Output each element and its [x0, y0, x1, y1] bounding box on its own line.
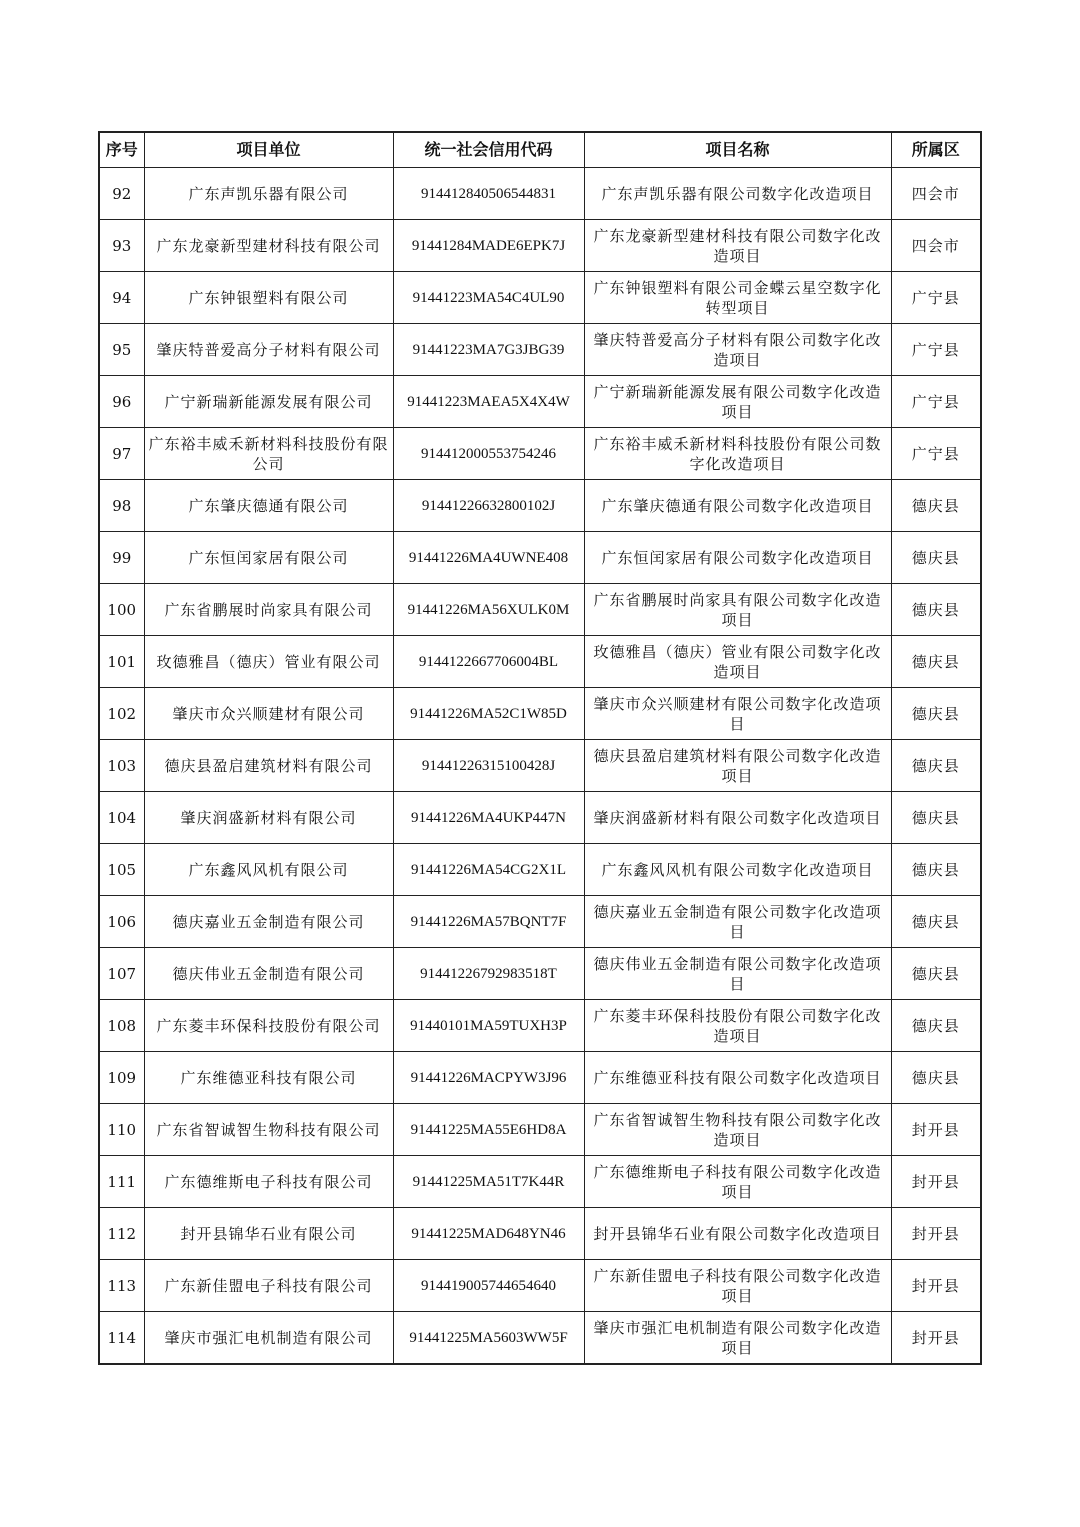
row-project-name: 广东维德亚科技有限公司数字化改造项目 — [584, 1052, 891, 1104]
row-project-name: 肇庆市众兴顺建材有限公司数字化改造项目 — [584, 688, 891, 740]
row-project-unit: 广东鑫风风机有限公司 — [144, 844, 393, 896]
table-row — [99, 896, 981, 948]
row-project-unit: 肇庆市众兴顺建材有限公司 — [144, 688, 393, 740]
row-serial-no: 110 — [99, 1104, 144, 1156]
row-project-name: 广东声凯乐器有限公司数字化改造项目 — [584, 168, 891, 220]
row-district: 广宁县 — [891, 324, 981, 376]
table-row — [99, 1104, 981, 1156]
table-row — [99, 792, 981, 844]
row-district: 封开县 — [891, 1104, 981, 1156]
table-row — [99, 688, 981, 740]
table-row — [99, 272, 981, 324]
table-row — [99, 376, 981, 428]
row-project-unit: 广东省智诚智生物科技有限公司 — [144, 1104, 393, 1156]
row-credit-code: 9144122667706004BL — [393, 636, 584, 688]
row-project-unit: 广东维德亚科技有限公司 — [144, 1052, 393, 1104]
row-project-unit: 广东德维斯电子科技有限公司 — [144, 1156, 393, 1208]
row-project-unit: 德庆嘉业五金制造有限公司 — [144, 896, 393, 948]
row-credit-code: 91441226792983518T — [393, 948, 584, 1000]
row-project-unit: 德庆伟业五金制造有限公司 — [144, 948, 393, 1000]
row-project-unit: 广东菱丰环保科技股份有限公司 — [144, 1000, 393, 1052]
row-project-name: 广东恒闰家居有限公司数字化改造项目 — [584, 532, 891, 584]
row-project-unit: 广东龙豪新型建材科技有限公司 — [144, 220, 393, 272]
table-row — [99, 168, 981, 220]
row-project-name: 肇庆特普爱高分子材料有限公司数字化改造项目 — [584, 324, 891, 376]
header-credit-code: 统一社会信用代码 — [393, 132, 584, 168]
row-credit-code: 91441226632800102J — [393, 480, 584, 532]
row-credit-code: 91441225MA5603WW5F — [393, 1312, 584, 1365]
row-project-unit: 封开县锦华石业有限公司 — [144, 1208, 393, 1260]
row-district: 德庆县 — [891, 688, 981, 740]
row-credit-code: 91441223MA7G3JBG39 — [393, 324, 584, 376]
row-district: 德庆县 — [891, 636, 981, 688]
row-district: 德庆县 — [891, 948, 981, 1000]
row-project-unit: 广东省鹏展时尚家具有限公司 — [144, 584, 393, 636]
row-credit-code: 91441225MA51T7K44R — [393, 1156, 584, 1208]
row-project-unit: 广东钟银塑料有限公司 — [144, 272, 393, 324]
table-row — [99, 220, 981, 272]
table-body — [99, 168, 981, 1365]
row-district: 德庆县 — [891, 896, 981, 948]
row-project-name: 封开县锦华石业有限公司数字化改造项目 — [584, 1208, 891, 1260]
row-serial-no: 97 — [99, 428, 144, 480]
row-district: 德庆县 — [891, 1052, 981, 1104]
row-serial-no: 104 — [99, 792, 144, 844]
row-district: 广宁县 — [891, 428, 981, 480]
row-credit-code: 91441226MA4UWNE408 — [393, 532, 584, 584]
header-project-name: 项目名称 — [584, 132, 891, 168]
row-project-name: 广东裕丰威禾新材料科技股份有限公司数字化改造项目 — [584, 428, 891, 480]
row-project-unit: 广东新佳盟电子科技有限公司 — [144, 1260, 393, 1312]
header-project-unit: 项目单位 — [144, 132, 393, 168]
row-serial-no: 93 — [99, 220, 144, 272]
table-row — [99, 1000, 981, 1052]
row-district: 德庆县 — [891, 792, 981, 844]
row-project-name: 玫德雅昌（德庆）管业有限公司数字化改造项目 — [584, 636, 891, 688]
row-project-name: 广东省智诚智生物科技有限公司数字化改造项目 — [584, 1104, 891, 1156]
row-credit-code: 91441226MA52C1W85D — [393, 688, 584, 740]
row-district: 四会市 — [891, 220, 981, 272]
row-district: 四会市 — [891, 168, 981, 220]
table-row — [99, 1260, 981, 1312]
row-project-unit: 玫德雅昌（德庆）管业有限公司 — [144, 636, 393, 688]
row-project-unit: 德庆县盈启建筑材料有限公司 — [144, 740, 393, 792]
row-credit-code: 91441226MA57BQNT7F — [393, 896, 584, 948]
row-project-unit: 广宁新瑞新能源发展有限公司 — [144, 376, 393, 428]
row-serial-no: 100 — [99, 584, 144, 636]
row-project-name: 德庆伟业五金制造有限公司数字化改造项目 — [584, 948, 891, 1000]
table-row — [99, 1052, 981, 1104]
row-credit-code: 91441226315100428J — [393, 740, 584, 792]
row-project-name: 广东钟银塑料有限公司金蝶云星空数字化转型项目 — [584, 272, 891, 324]
row-project-unit: 肇庆特普爱高分子材料有限公司 — [144, 324, 393, 376]
row-project-unit: 肇庆市强汇电机制造有限公司 — [144, 1312, 393, 1365]
row-credit-code: 91441223MAEA5X4X4W — [393, 376, 584, 428]
row-district: 封开县 — [891, 1312, 981, 1365]
row-credit-code: 914412840506544831 — [393, 168, 584, 220]
row-serial-no: 103 — [99, 740, 144, 792]
row-credit-code: 91441226MA4UKP447N — [393, 792, 584, 844]
row-serial-no: 105 — [99, 844, 144, 896]
row-district: 德庆县 — [891, 480, 981, 532]
header-district: 所属区 — [891, 132, 981, 168]
row-project-name: 广东龙豪新型建材科技有限公司数字化改造项目 — [584, 220, 891, 272]
table-row — [99, 584, 981, 636]
table-header-row — [99, 132, 981, 168]
row-district: 封开县 — [891, 1156, 981, 1208]
row-serial-no: 111 — [99, 1156, 144, 1208]
row-serial-no: 106 — [99, 896, 144, 948]
row-project-name: 广东新佳盟电子科技有限公司数字化改造项目 — [584, 1260, 891, 1312]
row-district: 德庆县 — [891, 844, 981, 896]
table-row — [99, 636, 981, 688]
row-serial-no: 109 — [99, 1052, 144, 1104]
row-district: 广宁县 — [891, 376, 981, 428]
row-district: 德庆县 — [891, 532, 981, 584]
row-project-name: 广东德维斯电子科技有限公司数字化改造项目 — [584, 1156, 891, 1208]
row-district: 广宁县 — [891, 272, 981, 324]
row-serial-no: 95 — [99, 324, 144, 376]
row-serial-no: 108 — [99, 1000, 144, 1052]
row-district: 封开县 — [891, 1208, 981, 1260]
row-serial-no: 94 — [99, 272, 144, 324]
row-project-name: 广东菱丰环保科技股份有限公司数字化改造项目 — [584, 1000, 891, 1052]
row-project-unit: 广东裕丰威禾新材料科技股份有限公司 — [144, 428, 393, 480]
row-project-name: 广东省鹏展时尚家具有限公司数字化改造项目 — [584, 584, 891, 636]
row-credit-code: 91441225MA55E6HD8A — [393, 1104, 584, 1156]
table-row — [99, 480, 981, 532]
table-row — [99, 324, 981, 376]
row-project-unit: 广东声凯乐器有限公司 — [144, 168, 393, 220]
table-row — [99, 740, 981, 792]
table-row — [99, 1156, 981, 1208]
row-credit-code: 91441226MA54CG2X1L — [393, 844, 584, 896]
table-row — [99, 948, 981, 1000]
row-serial-no: 114 — [99, 1312, 144, 1365]
row-district: 封开县 — [891, 1260, 981, 1312]
row-serial-no: 98 — [99, 480, 144, 532]
row-credit-code: 91440101MA59TUXH3P — [393, 1000, 584, 1052]
row-project-unit: 广东恒闰家居有限公司 — [144, 532, 393, 584]
row-serial-no: 101 — [99, 636, 144, 688]
table-row — [99, 844, 981, 896]
row-project-name: 肇庆润盛新材料有限公司数字化改造项目 — [584, 792, 891, 844]
row-credit-code: 914412000553754246 — [393, 428, 584, 480]
project-list-table — [98, 131, 982, 1365]
row-project-name: 德庆县盈启建筑材料有限公司数字化改造项目 — [584, 740, 891, 792]
row-credit-code: 91441226MA56XULK0M — [393, 584, 584, 636]
row-credit-code: 91441223MA54C4UL90 — [393, 272, 584, 324]
row-district: 德庆县 — [891, 584, 981, 636]
table-row — [99, 1312, 981, 1365]
row-project-name: 广东肇庆德通有限公司数字化改造项目 — [584, 480, 891, 532]
header-serial-no: 序号 — [99, 132, 144, 168]
row-serial-no: 92 — [99, 168, 144, 220]
row-serial-no: 99 — [99, 532, 144, 584]
row-serial-no: 113 — [99, 1260, 144, 1312]
table-row — [99, 428, 981, 480]
row-serial-no: 112 — [99, 1208, 144, 1260]
row-credit-code: 91441226MACPYW3J96 — [393, 1052, 584, 1104]
table-row — [99, 532, 981, 584]
row-project-unit: 肇庆润盛新材料有限公司 — [144, 792, 393, 844]
row-project-name: 肇庆市强汇电机制造有限公司数字化改造项目 — [584, 1312, 891, 1365]
row-district: 德庆县 — [891, 740, 981, 792]
row-credit-code: 914419005744654640 — [393, 1260, 584, 1312]
row-credit-code: 91441225MAD648YN46 — [393, 1208, 584, 1260]
row-credit-code: 91441284MADE6EPK7J — [393, 220, 584, 272]
row-serial-no: 102 — [99, 688, 144, 740]
row-district: 德庆县 — [891, 1000, 981, 1052]
row-project-name: 德庆嘉业五金制造有限公司数字化改造项目 — [584, 896, 891, 948]
row-project-name: 广东鑫风风机有限公司数字化改造项目 — [584, 844, 891, 896]
table-row — [99, 1208, 981, 1260]
row-serial-no: 96 — [99, 376, 144, 428]
row-serial-no: 107 — [99, 948, 144, 1000]
row-project-name: 广宁新瑞新能源发展有限公司数字化改造项目 — [584, 376, 891, 428]
row-project-unit: 广东肇庆德通有限公司 — [144, 480, 393, 532]
